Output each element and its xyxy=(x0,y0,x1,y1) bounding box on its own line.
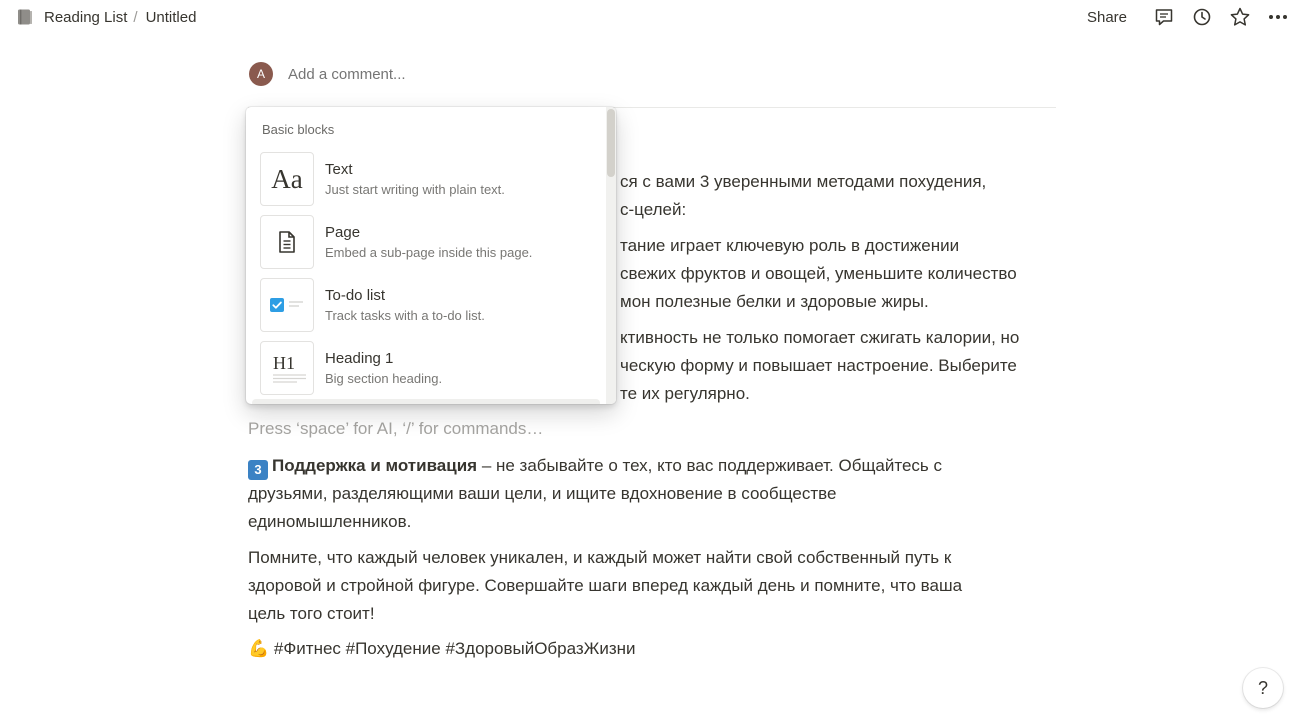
top-bar xyxy=(0,0,1307,36)
clock-icon[interactable] xyxy=(1191,6,1213,28)
paragraph-nutrition-line-2[interactable]: свежих фруктов и овощей, уменьшите количество xyxy=(620,264,1017,283)
menu-scrollbar-thumb[interactable] xyxy=(607,109,615,177)
checkbox-checked-icon xyxy=(267,295,307,315)
empty-block-placeholder[interactable]: Press ‘space’ for AI, ‘/’ for commands… xyxy=(248,419,544,438)
star-icon[interactable] xyxy=(1229,6,1251,28)
menu-item-todo[interactable] xyxy=(260,277,600,333)
help-button[interactable]: ? xyxy=(1243,668,1283,708)
menu-item-title: To-do list xyxy=(325,286,386,304)
comment-input[interactable] xyxy=(286,65,690,84)
menu-item-page[interactable] xyxy=(260,214,600,270)
avatar: A xyxy=(249,62,273,86)
more-icon[interactable] xyxy=(1267,6,1289,28)
breadcrumb-current[interactable]: Untitled xyxy=(145,8,197,26)
menu-item-desc: Track tasks with a to-do list. xyxy=(325,307,485,323)
menu-item-heading-1[interactable] xyxy=(260,340,600,396)
tags-line[interactable] xyxy=(248,635,636,663)
menu-item-text[interactable] xyxy=(260,151,600,207)
menu-item-desc: Embed a sub-page inside this page. xyxy=(325,244,533,260)
page-block-thumb xyxy=(260,215,314,269)
page-icon xyxy=(276,230,298,254)
paragraph-intro-line-2[interactable]: с-целей: xyxy=(620,200,687,219)
support-text: – не забывайте о тех, кто вас поддерживает. Общайтесь с xyxy=(477,456,943,475)
hashtags: #Фитнес #Похудение #ЗдоровыйОбразЖизни xyxy=(273,639,636,658)
paragraph-support-line-3[interactable]: единомышленников. xyxy=(248,512,412,531)
heading-h1-icon: H1 xyxy=(273,353,295,373)
heading-lines-icon xyxy=(273,373,307,383)
keycap-3-icon: 3 xyxy=(248,460,268,480)
block-menu xyxy=(246,107,616,404)
paragraph-intro-line-1[interactable]: ся с вами 3 уверенными методами похудения, xyxy=(620,172,987,191)
book-icon[interactable] xyxy=(16,8,34,26)
todo-block-thumb xyxy=(260,278,314,332)
paragraph-nutrition-line-1[interactable]: тание играет ключевую роль в достижении xyxy=(620,236,960,255)
paragraph-conclusion-line-1[interactable]: Помните, что каждый человек уникален, и каждый может найти свой собственный путь к xyxy=(248,548,952,567)
menu-item-desc: Just start writing with plain text. xyxy=(325,181,505,197)
breadcrumb-separator: / xyxy=(133,8,138,26)
paragraph-support-line-1[interactable] xyxy=(248,452,942,480)
menu-item-title: Heading 1 xyxy=(325,349,394,367)
paragraph-activity-line-2[interactable]: ческую форму и повышает настроение. Выберите xyxy=(620,356,1017,375)
share-button[interactable]: Share xyxy=(1086,8,1127,26)
menu-item-desc: Big section heading. xyxy=(325,370,443,386)
text-aa-icon: Aa xyxy=(271,163,303,194)
paragraph-activity-line-1[interactable]: ктивность не только помогает сжигать калории, но xyxy=(620,328,1020,347)
menu-item-title: Text xyxy=(325,160,353,178)
next-item-highlight[interactable] xyxy=(252,399,600,404)
top-actions xyxy=(1087,6,1297,28)
paragraph-support-line-2[interactable]: друзьями, разделяющими ваши цели, и ищите вдохновение в сообществе xyxy=(248,484,837,503)
paragraph-activity-line-3[interactable]: те их регулярно. xyxy=(620,384,750,403)
paragraph-nutrition-line-3[interactable]: мон полезные белки и здоровые жиры. xyxy=(620,292,929,311)
breadcrumb xyxy=(16,8,196,26)
support-heading: Поддержка и мотивация xyxy=(272,456,478,475)
menu-scrollbar[interactable] xyxy=(606,107,616,404)
comment-icon[interactable] xyxy=(1153,6,1175,28)
menu-header: Basic blocks xyxy=(262,122,335,137)
paragraph-conclusion-line-2[interactable]: здоровой и стройной фигуре. Совершайте шаги вперед каждый день и помните, что ваша xyxy=(248,576,963,595)
menu-item-title: Page xyxy=(325,223,361,241)
heading-block-thumb xyxy=(260,341,314,395)
paragraph-conclusion-line-3[interactable]: цель того стоит! xyxy=(248,604,375,623)
text-block-thumb xyxy=(260,152,314,206)
flexed-biceps-icon: 💪 xyxy=(248,639,270,658)
breadcrumb-parent[interactable]: Reading List xyxy=(44,8,128,26)
comment-row xyxy=(249,62,690,86)
